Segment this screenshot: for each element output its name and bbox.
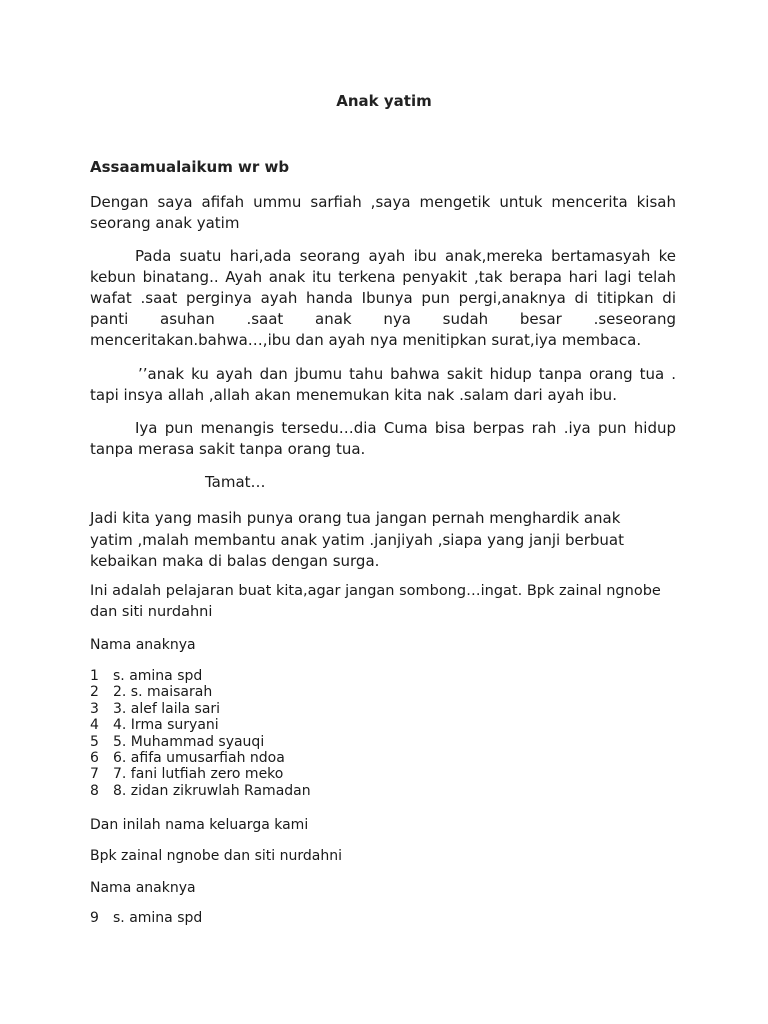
list-item <box>90 684 311 700</box>
list-number: 8 <box>90 782 99 799</box>
parents-names: Bpk zainal ngnobe dan siti nurdahni <box>90 848 342 864</box>
list-number: 3 <box>90 700 99 717</box>
lesson-paragraph: Ini adalah pelajaran buat kita,agar jangan sombong…ingat. Bpk zainal ngnobe dan siti nurdahni <box>90 583 661 620</box>
list-item <box>90 668 311 684</box>
intro-paragraph: Dengan saya afifah ummu sarfiah ,saya mengetik untuk mencerita kisah seorang anak yatim <box>90 193 676 232</box>
list-item <box>90 750 311 766</box>
list-item <box>90 783 311 799</box>
document-title: Anak yatim <box>336 92 432 110</box>
story-paragraph: Pada suatu hari,ada seorang ayah ibu anak,mereka bertamasyah ke kebun binatang.. Ayah anak itu terkena penyakit ,tak berapa hari lagi telah wafat .saat perginya ayah handa Ibunya pun pergi,anaknya di titipkan di panti asuhan .saat anak nya sudah besar .seseorang menceritakan.bahwa…,ibu dan ayah nya menitipkan surat,iya membaca. <box>90 247 676 349</box>
list-item <box>90 910 202 926</box>
list-item <box>90 701 311 717</box>
list-text: 3. alef laila sari <box>113 700 221 717</box>
children-list <box>90 668 311 799</box>
tamat-text: Tamat… <box>205 473 266 491</box>
list-text: s. amina spd <box>113 910 203 926</box>
children-heading-2: Nama anaknya <box>90 880 196 896</box>
list-text: 6. afifa umusarfiah ndoa <box>113 750 285 767</box>
list-text: 5. Muhammad syauqi <box>113 733 265 750</box>
list-text: 2. s. maisarah <box>113 684 213 701</box>
children-heading: Nama anaknya <box>90 637 196 653</box>
list-item <box>90 717 311 733</box>
list-number: 4 <box>90 717 99 734</box>
ending-paragraph: Iya pun menangis tersedu…dia Cuma bisa berpas rah .iya pun hidup tanpa merasa sakit tanpa orang tua. <box>90 419 676 458</box>
list-item <box>90 734 311 750</box>
list-item <box>90 766 311 782</box>
list-number: 9 <box>90 910 99 926</box>
list-number: 2 <box>90 684 99 701</box>
list-number: 1 <box>90 668 99 684</box>
list-text: 7. fani lutfiah zero meko <box>113 766 284 783</box>
list-text: 8. zidan zikruwlah Ramadan <box>113 782 311 799</box>
list-text: s. amina spd <box>113 668 203 684</box>
list-number: 6 <box>90 750 99 767</box>
list-text: 4. Irma suryani <box>113 717 219 734</box>
family-intro: Dan inilah nama keluarga kami <box>90 817 309 833</box>
list-number: 7 <box>90 766 99 783</box>
list-number: 5 <box>90 733 99 750</box>
greeting: Assaamualaikum wr wb <box>90 158 290 176</box>
moral-paragraph: Jadi kita yang masih punya orang tua jangan pernah menghardik anak yatim ,malah membantu anak yatim .janjiyah ,siapa yang janji berbuat kebaikan maka di balas dengan surga. <box>90 509 624 570</box>
letter-paragraph: ’’anak ku ayah dan jbumu tahu bahwa sakit hidup tanpa orang tua . tapi insya allah ,allah akan menemukan kita nak .salam dari ayah ibu. <box>90 365 676 404</box>
